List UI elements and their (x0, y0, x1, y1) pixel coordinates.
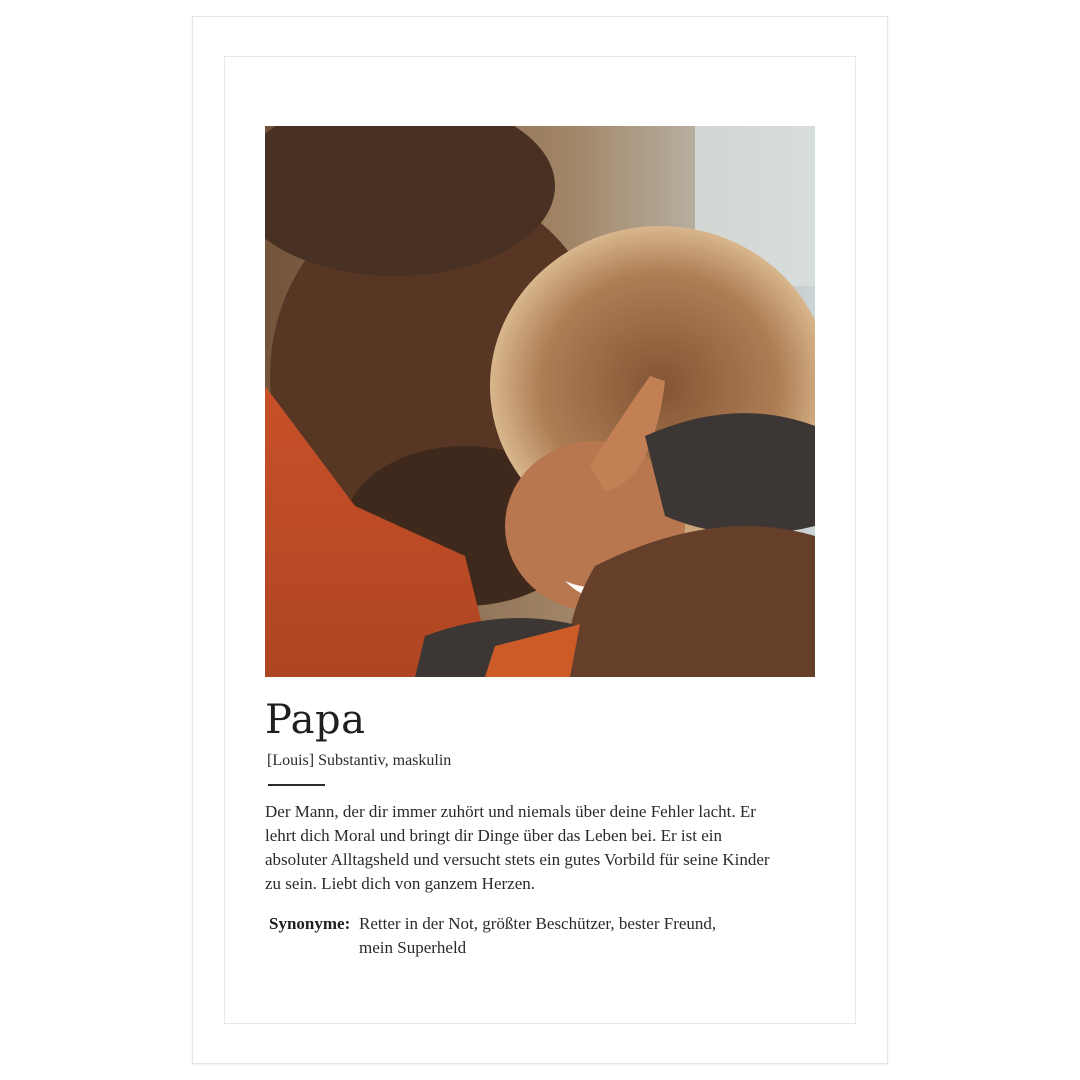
synonyms-line: mein Superheld (359, 938, 467, 957)
synonyms-line: Retter in der Not, größter Beschützer, bester Freund, (359, 914, 717, 933)
synonyms-text (359, 912, 799, 960)
definition-text (265, 800, 820, 896)
grammar-info: [Louis] Substantiv, maskulin (267, 752, 452, 769)
definition-line: absoluter Alltagsheld und versucht stets ein gutes Vorbild für seine Kinder (265, 850, 770, 869)
word-title: Papa (265, 697, 366, 743)
definition-line: Der Mann, der dir immer zuhört und niemals über deine Fehler lacht. Er (265, 802, 756, 821)
poster-photo (265, 126, 815, 677)
definition-line: zu sein. Liebt dich von ganzem Herzen. (265, 874, 536, 893)
definition-line: lehrt dich Moral und bringt dir Dinge über das Leben bei. Er ist ein (265, 826, 722, 845)
divider-rule (268, 784, 325, 786)
synonyms-label: Synonyme: (269, 914, 351, 933)
